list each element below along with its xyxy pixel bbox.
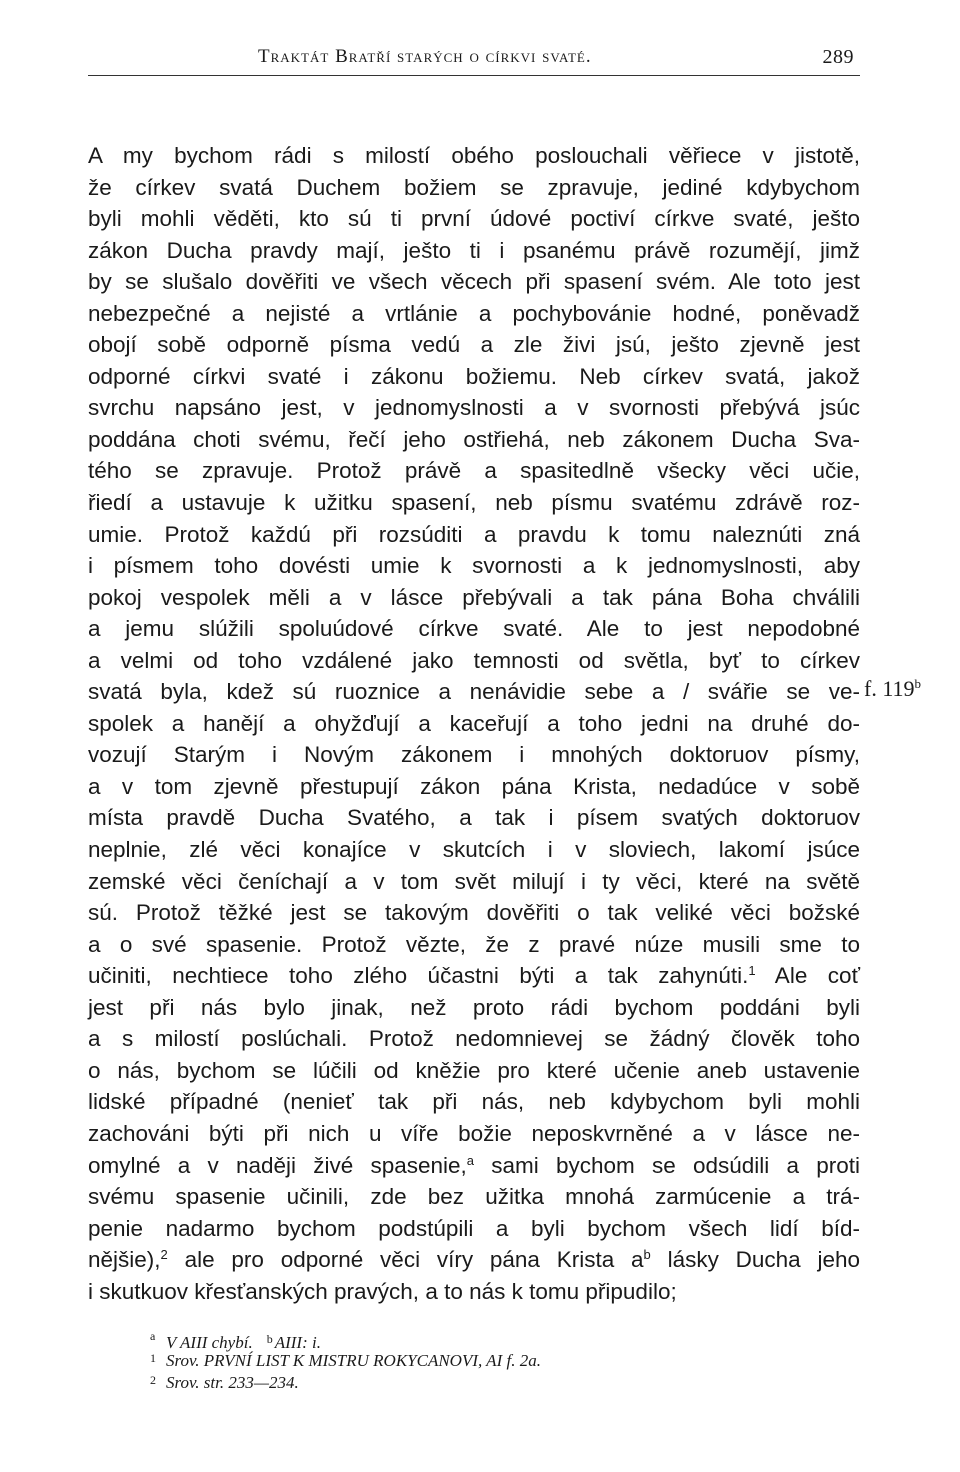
folio-side: b	[914, 676, 922, 691]
text-span: učiniti, nechtiece toho zlého účastni býti a tak zahynúti.	[88, 963, 749, 989]
text-line: penie nadarmo bychom podstúpili a byli bychom všech lidí bíd-	[88, 1215, 860, 1241]
text-line: a velmi od toho vzdálené jako temnosti od světla, byť to církev	[88, 647, 860, 673]
text-line: jest při nás bylo jinak, než proto rádi bychom poddáni byli	[88, 994, 860, 1020]
text-line: odporné církvi svaté i zákonu božiemu. Neb církev svatá, jakož	[88, 363, 860, 389]
text-line: spolek a hanějí a ohyžďují a kaceřují a toho jedni na druhé do-	[88, 710, 860, 736]
text-line: vozují Starým i Novým zákonem i mnohých doktoruov písmy,	[88, 742, 860, 768]
footnote-ref: 1	[748, 963, 756, 979]
text-line	[88, 960, 860, 992]
footnote-1	[150, 1350, 850, 1372]
text-line: zákon Ducha pravdy mají, ješto ti i psanému právě rozumějí, jimž	[88, 237, 860, 263]
note-text: AIII: i.	[274, 1333, 321, 1352]
text-line: zachováni býti při nich u víře božie neposkvrněné a v lásce ne-	[88, 1120, 860, 1146]
text-line	[88, 1244, 860, 1276]
note-marker: b	[266, 1332, 273, 1346]
note-marker: a	[150, 1329, 156, 1343]
text-line: lidské případné (nenieť tak při nás, neb kdybychom byli mohli	[88, 1089, 860, 1115]
text-line: svému spasenie učinili, zde bez užitka mnohá zarmúcenie a trá-	[88, 1184, 860, 1210]
text-line: místa pravdě Ducha Svatého, a tak i písem svatých doktoruov	[88, 805, 860, 831]
text-span: nějšie),	[88, 1247, 161, 1273]
text-line: i písmem toho dovésti umie k svornosti a k jednomyslnosti, aby	[88, 553, 860, 579]
text-line: a v tom zjevně přestupují zákon pána Krista, nedadúce v sobě	[88, 773, 860, 799]
header-rule	[88, 75, 860, 76]
text-line: byli mohli věděti, kto sú ti první údové poctiví církve svaté, ješto	[88, 206, 860, 232]
running-header	[88, 44, 858, 74]
folio-marker	[864, 676, 921, 702]
text-line: svatá byla, kdež sú ruoznice a nenávidie sebe a / svářie se ve-	[88, 679, 860, 705]
note-marker: 2	[150, 1373, 156, 1387]
text-line: neplnie, zlé věci konajíce v skutcích i v sloviech, lakomí jsúce	[88, 837, 860, 863]
text-line: a o své spasenie. Protož vězte, že z pravé núze musili sme to	[88, 931, 860, 957]
main-text	[88, 140, 860, 1307]
running-title: Traktát Bratří starých o církvi svaté.	[258, 46, 592, 67]
text-line: a jemu slúžili spoluúdové církve svaté. Ale to jest nepodobné	[88, 616, 860, 642]
footnote-2	[150, 1372, 850, 1394]
text-span: lásky Ducha jeho	[650, 1247, 860, 1273]
footnote-ref: 2	[160, 1247, 168, 1263]
text-line: A my bychom rádi s milostí obého poslouchali věřiece v jistotě,	[88, 143, 860, 168]
text-line: poddána choti svému, řečí jeho ostřiehá, neb zákonem Ducha Sva-	[88, 426, 860, 452]
text-line: obojí sobě odporně písma vedú a zle živi jsú, ješto zjevně jest	[88, 332, 860, 358]
text-line: pokoj vespolek měli a v lásce přebývali a tak pána Boha chválili	[88, 584, 860, 610]
variant-ref: b	[643, 1247, 651, 1263]
note-marker: 1	[150, 1351, 156, 1365]
text-line: a s milostí poslúchali. Protož nedomnievej se žádný člověk toho	[88, 1026, 860, 1052]
text-line: zemské věci čeníchají a v tom svět milují i ty věci, které na světě	[88, 868, 860, 894]
folio-label: f. 119	[864, 676, 915, 701]
text-line: o nás, bychom se lúčili od kněžie pro které učenie aneb ustavenie	[88, 1057, 860, 1083]
text-line: tého se zpravuje. Protož právě a spasitedlně všecky věci učie,	[88, 458, 860, 484]
text-span: omylné a v naději živé spasenie,	[88, 1152, 467, 1178]
text-line: řiedí a ustavuje k užitku spasení, neb písmu svatému zdrávě roz-	[88, 490, 860, 516]
text-span: ale pro odporné věci víry pána Krista a	[167, 1247, 644, 1273]
text-line: svrchu napsáno jest, v jednomyslnosti a v svornosti přebývá jsúc	[88, 395, 860, 421]
text-line: sú. Protož těžké jest se takovým dověřiti o tak veliké věci božské	[88, 900, 860, 926]
variant-ref: a	[466, 1152, 475, 1168]
text-line: by se slušalo dověřiti ve všech věcech při spasení svém. Ale toto jest	[88, 269, 860, 295]
note-text: V AIII chybí.	[166, 1333, 253, 1352]
footnotes	[150, 1328, 850, 1394]
note-text: Srov. str. 233—234.	[166, 1373, 299, 1392]
text-span: Ale coť	[755, 963, 861, 989]
text-line: i skutkuov křesťanských pravých, a to nás k tomu připudilo;	[88, 1278, 677, 1304]
variant-notes	[150, 1328, 850, 1350]
note-text: Srov. PRVNÍ LIST K MISTRU ROKYCANOVI, AI f. 2a.	[166, 1351, 541, 1370]
text-line: nebezpečné a nejisté a vrtlánie a pochybovánie hodné, poněvadž	[88, 300, 860, 326]
text-line: že církev svatá Duchem božiem se zpravuje, jediné kdybychom	[88, 174, 860, 200]
text-line	[88, 1150, 860, 1182]
page-number: 289	[822, 46, 854, 68]
text-span: sami bychom se odsúdili a proti	[474, 1152, 860, 1178]
text-line: umie. Protož každú při rozsúditi a pravdu k tomu naleznúti zná	[88, 521, 860, 547]
